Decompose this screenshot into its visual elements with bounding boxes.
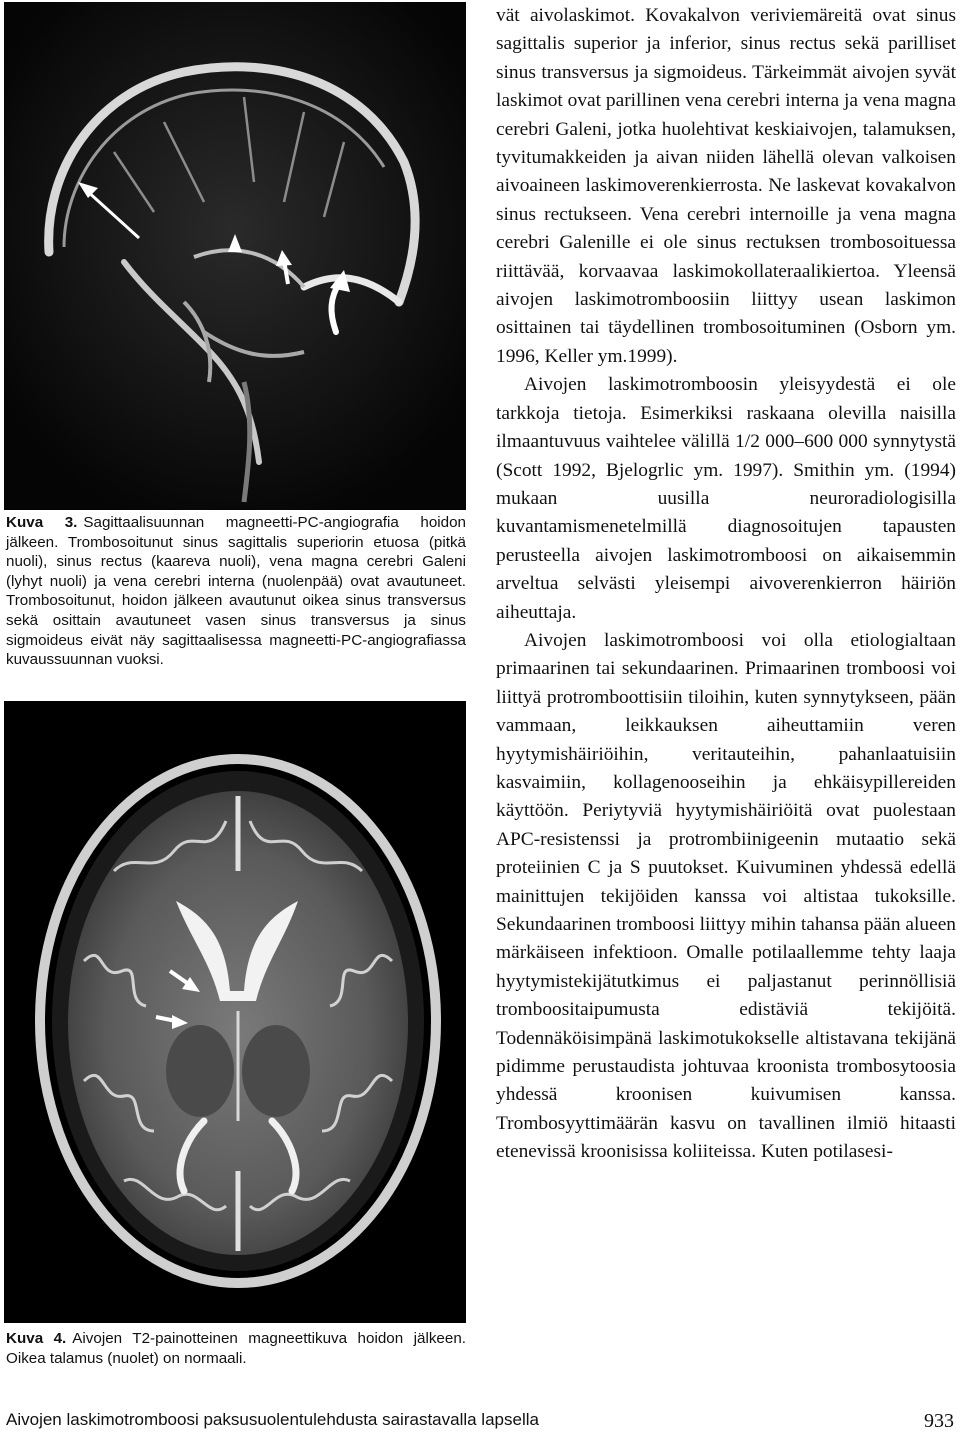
figure-3-caption-text: Sagittaalisuunnan magneetti-PC-angiografia hoidon jälkeen. Trombosoitunut sinus sagittalis superiorin etuosa (pitkä nuoli), sinus rectus (kaareva nuoli), vena magna cerebri Galeni (lyhyt nuoli) ja vena cerebri interna (nuolenpää) ovat avautuneet. Trombosoitunut, hoidon jälkeen avautunut oikea sinus transversus sekä osittain avautuneet vasen sinus transversus ja sinus sigmoideus eivät näy sagittaalisessa magneetti-PC-angiografiassa kuvaussuunnan vuoksi. [6,514,467,669]
body-paragraph-1: vät aivolaskimot. Kovakalvon veriviemäreitä ovat sinus sagittalis superior ja inferior, sinus rectus sekä parilliset sinus transversus ja sigmoideus. Tärkeimmät aivojen syvät laskimot ovat parillinen vena cerebri interna ja vena magna cerebri Galeni, jotka huolehtivat keskiaivojen, talamuksen, tyvitumakkeiden ja aivan niiden lähellä olevan valkoisen aivoaineen laskimoverenkierrosta. Ne laskevat kovakalvon sinus rectukseen. Vena cerebri internoille ja vena magna cerebri Galenille ei ole sinus rectuksen trombosoituessa riittävää, korvaavaa laskimokollateraalikiertoa. Yleensä aivojen laskimotromboosiin liittyy usean laskimon osittainen tai täydellinen trombosoituminen (Osborn ym. 1996, Keller ym.1999). [496,5,956,367]
figure-3-label: Kuva 3. [6,514,78,531]
mri-image [4,701,466,1323]
page-footer [6,1410,954,1430]
figure-4-label: Kuva 4. [6,1330,67,1347]
body-text-column [496,2,956,1167]
figure-3-caption [6,513,466,670]
angiography-image [4,2,466,510]
page-number: 933 [924,1410,954,1432]
figure-4-caption-text: Aivojen T2-painotteinen magneettikuva hoidon jälkeen. Oikea talamus (nuolet) on normaali. [6,1330,466,1367]
figure-4-caption [6,1329,466,1368]
figure-3-mr-angiography [4,2,466,510]
body-paragraph-2: Aivojen laskimotromboosin yleisyydestä ei ole tarkkoja tietoja. Esimerkiksi raskaana olevilla naisilla ilmaantuvuus vaihtelee välillä 1/2 000–600 000 synnytystä (Scott 1992, Bjelogrlic ym. 1997). Smithin ym. (1994) mukaan uusilla neuroradiologisilla kuvantamismenetelmillä diagnosoitujen tapausten perusteella aivojen laskimotromboosi on aikaisemmin arveltua selvästi yleisempi aivoverenkierron häiriön aiheuttaja. [496,374,956,623]
body-paragraph-3: Aivojen laskimotromboosi voi olla etiologialtaan primaarinen tai sekundaarinen. Primaarinen tromboosi voi liittyä protromboottisiin tiloihin, kuten synnytykseen, pään vammaan, leikkauksen aiheuttamiin veren hyytymishäiriöihin, veritauteihin, pahanlaatuisiin kasvaimiin, kollagenooseihin ja ehkäisypillereiden käyttöön. Periytyviä hyytymishäiriöitä ovat puolestaan APC-resistenssi ja protrombiinigeenin mutaatio sekä proteiinien C ja S puutokset. Kuivuminen yhdessä edellä mainittujen tekijöiden kanssa voi altistaa tukoksille. Sekundaarinen tromboosi liittyy mihin tahansa pään alueen märkäiseen infektioon. Omalle potilaallemme tehty laaja hyytymistekijätutkimus ei paljastanut perinnöllisiä tromboositaipumusta edistäviä tekijöitä. Todennäköisimpänä laskimotukokselle altistavana tekijänä pidimme perustaudista johtuvaa kroonista trombosytoosia yhdessä kroonisen kuivumisen kanssa. Trombosyyttimäärän kasvu on tavallinen ilmiö hitaasti etenevissä kroonisissa koliiteissa. Kuten potilasesi- [496,629,956,1163]
running-title: Aivojen laskimotromboosi paksusuolentulehdusta sairastavalla lapsella [6,1410,539,1429]
figure-4-t2-mri [4,701,466,1323]
